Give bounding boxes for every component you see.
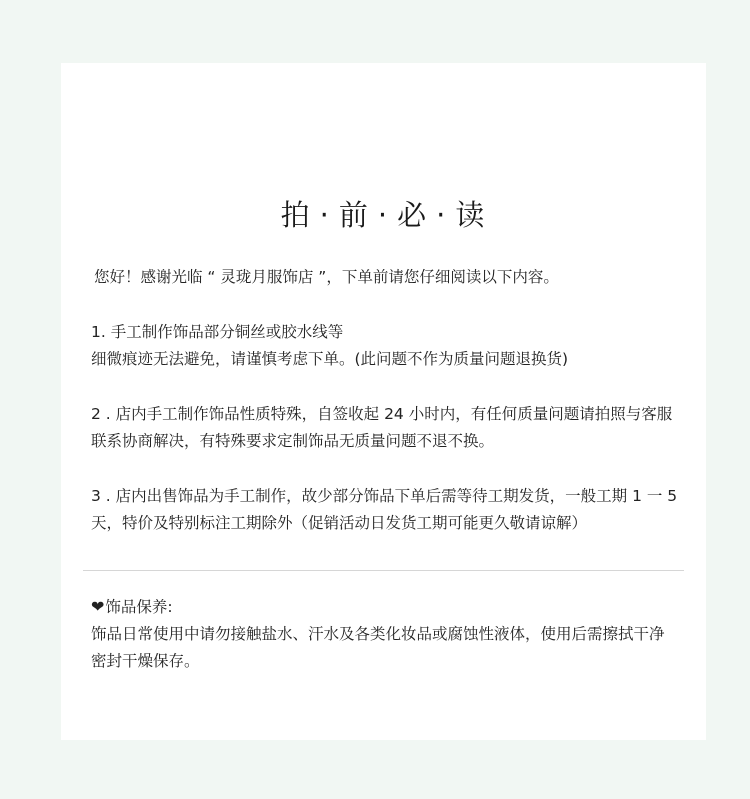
- title-separator: ·: [319, 198, 331, 232]
- notice-line: 天，特价及特别标注工期除外（促销活动日发货工期可能更久敬请谅解）: [91, 514, 588, 532]
- title-char: 读: [455, 198, 487, 232]
- care-line: 密封干燥保存。: [91, 652, 200, 670]
- section-divider: [83, 570, 684, 571]
- notice-1: [91, 319, 681, 373]
- care-heading-line: [91, 593, 681, 621]
- care-heading: 饰品保养:: [105, 598, 173, 616]
- notice-3: [91, 483, 681, 537]
- care-section: [91, 593, 681, 675]
- title-separator: ·: [377, 198, 390, 232]
- page-title: [61, 193, 706, 234]
- title-char: 拍: [280, 198, 312, 232]
- title-char: 必: [397, 198, 429, 232]
- heart-icon: ❤: [91, 597, 105, 616]
- notice-line: 联系协商解决，有特殊要求定制饰品无质量问题不退不换。: [91, 432, 495, 450]
- title-separator: ·: [436, 198, 448, 232]
- notice-line: 2 . 店内手工制作饰品性质特殊，自签收起 24 小时内，有任何质量问题请拍照与客服: [91, 405, 673, 423]
- title-char: 前: [338, 198, 370, 232]
- notice-2: [91, 401, 681, 455]
- intro-text: 您好！感谢光临 “ 灵珑月服饰店 ”，下单前请您仔细阅读以下内容。: [94, 268, 559, 286]
- notice-card: [61, 63, 706, 740]
- notice-line: 1. 手工制作饰品部分铜丝或胶水线等: [91, 323, 344, 341]
- notice-line: 3 . 店内出售饰品为手工制作，故少部分饰品下单后需等待工期发货，一般工期 1 一 5: [91, 487, 678, 505]
- care-line: 饰品日常使用中请勿接触盐水、汗水及各类化妆品或腐蚀性液体，使用后需擦拭干净: [91, 625, 665, 643]
- notice-line: 细微痕迹无法避免，请谨慎考虑下单。(此问题不作为质量问题退换货): [91, 350, 569, 368]
